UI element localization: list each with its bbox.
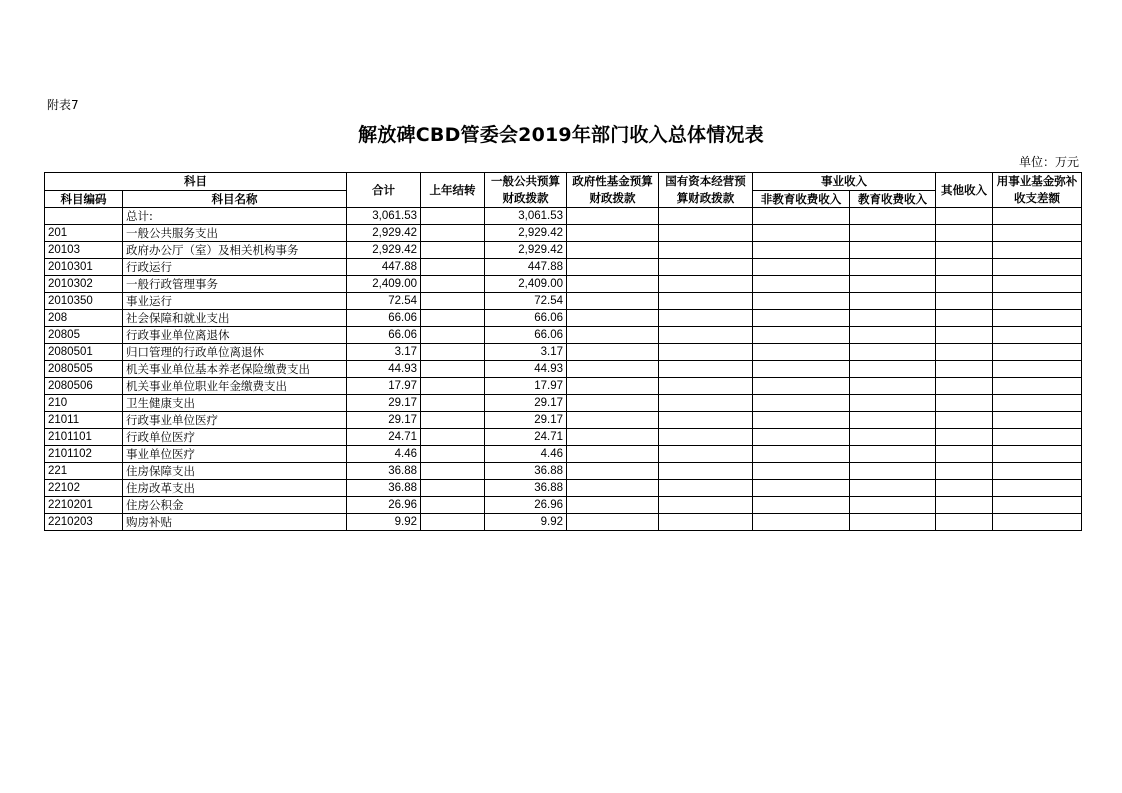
row-carryover <box>421 429 485 446</box>
row-edu-fee <box>850 480 936 497</box>
row-other-income <box>936 208 993 225</box>
table-row <box>45 225 1082 242</box>
row-carryover <box>421 242 485 259</box>
row-code: 2080505 <box>45 361 123 378</box>
row-name: 住房公积金 <box>123 497 347 514</box>
row-other-income <box>936 327 993 344</box>
income-table <box>44 172 1082 531</box>
row-general-budget: 44.93 <box>485 361 567 378</box>
row-code: 208 <box>45 310 123 327</box>
row-general-budget: 66.06 <box>485 310 567 327</box>
table-body <box>45 208 1082 531</box>
row-gov-fund <box>567 276 659 293</box>
row-general-budget: 36.88 <box>485 480 567 497</box>
row-other-income <box>936 310 993 327</box>
row-general-budget: 447.88 <box>485 259 567 276</box>
table-row <box>45 429 1082 446</box>
row-edu-fee <box>850 446 936 463</box>
row-code: 22102 <box>45 480 123 497</box>
row-fund-supplement <box>993 310 1082 327</box>
row-carryover <box>421 378 485 395</box>
row-total: 9.92 <box>347 514 421 531</box>
row-non-edu-fee <box>753 395 850 412</box>
row-non-edu-fee <box>753 293 850 310</box>
row-edu-fee <box>850 429 936 446</box>
row-non-edu-fee <box>753 378 850 395</box>
row-name: 机关事业单位基本养老保险缴费支出 <box>123 361 347 378</box>
row-fund-supplement <box>993 429 1082 446</box>
row-total: 26.96 <box>347 497 421 514</box>
row-fund-supplement <box>993 514 1082 531</box>
row-carryover <box>421 514 485 531</box>
row-general-budget: 24.71 <box>485 429 567 446</box>
row-state-capital <box>659 361 753 378</box>
row-fund-supplement <box>993 327 1082 344</box>
row-fund-supplement <box>993 242 1082 259</box>
row-state-capital <box>659 276 753 293</box>
row-carryover <box>421 327 485 344</box>
row-state-capital <box>659 395 753 412</box>
header-gov-fund: 政府性基金预算财政拨款 <box>567 173 659 208</box>
row-name: 事业单位医疗 <box>123 446 347 463</box>
row-state-capital <box>659 293 753 310</box>
header-general-budget: 一般公共预算财政拨款 <box>485 173 567 208</box>
row-total: 29.17 <box>347 412 421 429</box>
row-total: 447.88 <box>347 259 421 276</box>
row-edu-fee <box>850 208 936 225</box>
row-carryover <box>421 361 485 378</box>
row-edu-fee <box>850 361 936 378</box>
row-fund-supplement <box>993 463 1082 480</box>
row-non-edu-fee <box>753 276 850 293</box>
table-row <box>45 293 1082 310</box>
row-carryover <box>421 446 485 463</box>
row-carryover <box>421 225 485 242</box>
row-code: 2010301 <box>45 259 123 276</box>
row-fund-supplement <box>993 395 1082 412</box>
row-other-income <box>936 497 993 514</box>
row-code: 20103 <box>45 242 123 259</box>
row-fund-supplement <box>993 446 1082 463</box>
unit-label: 单位：万元 <box>1018 155 1079 169</box>
row-carryover <box>421 497 485 514</box>
table-row <box>45 378 1082 395</box>
header-non-edu-fee: 非教育收费收入 <box>753 190 850 208</box>
row-state-capital <box>659 310 753 327</box>
row-gov-fund <box>567 361 659 378</box>
row-non-edu-fee <box>753 446 850 463</box>
row-edu-fee <box>850 463 936 480</box>
row-other-income <box>936 378 993 395</box>
row-state-capital <box>659 497 753 514</box>
row-total: 17.97 <box>347 378 421 395</box>
row-edu-fee <box>850 395 936 412</box>
row-name: 归口管理的行政单位离退休 <box>123 344 347 361</box>
row-code: 2101102 <box>45 446 123 463</box>
row-carryover <box>421 344 485 361</box>
row-other-income <box>936 242 993 259</box>
row-name: 住房保障支出 <box>123 463 347 480</box>
row-code <box>45 208 123 225</box>
row-fund-supplement <box>993 259 1082 276</box>
header-business-income: 事业收入 <box>753 173 936 191</box>
row-code: 21011 <box>45 412 123 429</box>
row-other-income <box>936 412 993 429</box>
row-edu-fee <box>850 327 936 344</box>
row-gov-fund <box>567 480 659 497</box>
row-non-edu-fee <box>753 242 850 259</box>
row-general-budget: 17.97 <box>485 378 567 395</box>
row-edu-fee <box>850 497 936 514</box>
row-non-edu-fee <box>753 412 850 429</box>
row-state-capital <box>659 259 753 276</box>
row-name: 行政事业单位离退休 <box>123 327 347 344</box>
table-row <box>45 327 1082 344</box>
row-general-budget: 9.92 <box>485 514 567 531</box>
table-row <box>45 480 1082 497</box>
row-edu-fee <box>850 259 936 276</box>
row-state-capital <box>659 429 753 446</box>
page-title: 解放碑CBD管委会2019年部门收入总体情况表 <box>358 124 764 146</box>
table-row <box>45 344 1082 361</box>
row-fund-supplement <box>993 293 1082 310</box>
row-code: 201 <box>45 225 123 242</box>
table-row <box>45 497 1082 514</box>
row-general-budget: 4.46 <box>485 446 567 463</box>
row-state-capital <box>659 242 753 259</box>
row-fund-supplement <box>993 378 1082 395</box>
row-gov-fund <box>567 429 659 446</box>
row-name: 一般行政管理事务 <box>123 276 347 293</box>
row-general-budget: 66.06 <box>485 327 567 344</box>
row-state-capital <box>659 514 753 531</box>
row-edu-fee <box>850 242 936 259</box>
table-row <box>45 395 1082 412</box>
row-total: 36.88 <box>347 480 421 497</box>
row-gov-fund <box>567 497 659 514</box>
row-non-edu-fee <box>753 497 850 514</box>
header-total: 合计 <box>347 173 421 208</box>
row-carryover <box>421 259 485 276</box>
row-state-capital <box>659 463 753 480</box>
row-total: 66.06 <box>347 310 421 327</box>
row-non-edu-fee <box>753 480 850 497</box>
row-name: 行政单位医疗 <box>123 429 347 446</box>
row-non-edu-fee <box>753 327 850 344</box>
row-fund-supplement <box>993 344 1082 361</box>
row-other-income <box>936 463 993 480</box>
row-carryover <box>421 310 485 327</box>
row-carryover <box>421 276 485 293</box>
row-name: 卫生健康支出 <box>123 395 347 412</box>
row-name: 行政事业单位医疗 <box>123 412 347 429</box>
row-carryover <box>421 395 485 412</box>
row-state-capital <box>659 412 753 429</box>
row-non-edu-fee <box>753 361 850 378</box>
row-gov-fund <box>567 242 659 259</box>
row-gov-fund <box>567 446 659 463</box>
row-total: 29.17 <box>347 395 421 412</box>
row-fund-supplement <box>993 412 1082 429</box>
table-row <box>45 259 1082 276</box>
row-name: 购房补贴 <box>123 514 347 531</box>
row-total: 2,929.42 <box>347 242 421 259</box>
row-other-income <box>936 225 993 242</box>
row-name: 社会保障和就业支出 <box>123 310 347 327</box>
table-row <box>45 361 1082 378</box>
row-state-capital <box>659 480 753 497</box>
row-other-income <box>936 259 993 276</box>
row-general-budget: 2,929.42 <box>485 242 567 259</box>
row-name: 政府办公厅（室）及相关机构事务 <box>123 242 347 259</box>
row-other-income <box>936 446 993 463</box>
row-general-budget: 2,929.42 <box>485 225 567 242</box>
row-gov-fund <box>567 463 659 480</box>
header-fund-supplement: 用事业基金弥补收支差额 <box>993 173 1082 208</box>
row-code: 2101101 <box>45 429 123 446</box>
table-row <box>45 242 1082 259</box>
row-total: 66.06 <box>347 327 421 344</box>
row-edu-fee <box>850 293 936 310</box>
row-state-capital <box>659 225 753 242</box>
header-name: 科目名称 <box>123 190 347 208</box>
row-non-edu-fee <box>753 259 850 276</box>
row-total: 36.88 <box>347 463 421 480</box>
row-carryover <box>421 208 485 225</box>
row-non-edu-fee <box>753 310 850 327</box>
row-non-edu-fee <box>753 208 850 225</box>
table-row <box>45 514 1082 531</box>
row-total: 72.54 <box>347 293 421 310</box>
row-code: 2210203 <box>45 514 123 531</box>
row-total: 3.17 <box>347 344 421 361</box>
row-other-income <box>936 514 993 531</box>
row-general-budget: 3,061.53 <box>485 208 567 225</box>
row-other-income <box>936 361 993 378</box>
table-row <box>45 412 1082 429</box>
row-code: 2080501 <box>45 344 123 361</box>
row-code: 210 <box>45 395 123 412</box>
row-gov-fund <box>567 378 659 395</box>
row-gov-fund <box>567 225 659 242</box>
row-general-budget: 36.88 <box>485 463 567 480</box>
row-gov-fund <box>567 395 659 412</box>
row-other-income <box>936 344 993 361</box>
table-row <box>45 276 1082 293</box>
row-total: 24.71 <box>347 429 421 446</box>
table-row <box>45 463 1082 480</box>
row-fund-supplement <box>993 225 1082 242</box>
row-edu-fee <box>850 225 936 242</box>
row-carryover <box>421 480 485 497</box>
row-non-edu-fee <box>753 225 850 242</box>
row-general-budget: 2,409.00 <box>485 276 567 293</box>
row-gov-fund <box>567 259 659 276</box>
row-fund-supplement <box>993 276 1082 293</box>
row-edu-fee <box>850 378 936 395</box>
row-edu-fee <box>850 310 936 327</box>
row-fund-supplement <box>993 497 1082 514</box>
row-non-edu-fee <box>753 429 850 446</box>
row-total: 44.93 <box>347 361 421 378</box>
row-code: 2010302 <box>45 276 123 293</box>
annex-label: 附表7 <box>47 98 79 112</box>
row-general-budget: 26.96 <box>485 497 567 514</box>
row-general-budget: 3.17 <box>485 344 567 361</box>
table-row <box>45 208 1082 225</box>
row-code: 221 <box>45 463 123 480</box>
row-name: 住房改革支出 <box>123 480 347 497</box>
row-other-income <box>936 395 993 412</box>
row-gov-fund <box>567 327 659 344</box>
row-code: 2080506 <box>45 378 123 395</box>
row-edu-fee <box>850 412 936 429</box>
table-row <box>45 310 1082 327</box>
row-gov-fund <box>567 412 659 429</box>
row-state-capital <box>659 344 753 361</box>
row-fund-supplement <box>993 480 1082 497</box>
row-general-budget: 29.17 <box>485 395 567 412</box>
row-fund-supplement <box>993 208 1082 225</box>
row-state-capital <box>659 446 753 463</box>
row-name: 一般公共服务支出 <box>123 225 347 242</box>
header-state-capital: 国有资本经营预算财政拨款 <box>659 173 753 208</box>
row-code: 2010350 <box>45 293 123 310</box>
row-gov-fund <box>567 310 659 327</box>
row-gov-fund <box>567 514 659 531</box>
row-name: 机关事业单位职业年金缴费支出 <box>123 378 347 395</box>
row-edu-fee <box>850 344 936 361</box>
row-total: 3,061.53 <box>347 208 421 225</box>
row-state-capital <box>659 378 753 395</box>
row-gov-fund <box>567 293 659 310</box>
row-other-income <box>936 276 993 293</box>
row-carryover <box>421 463 485 480</box>
row-edu-fee <box>850 276 936 293</box>
row-state-capital <box>659 327 753 344</box>
row-carryover <box>421 293 485 310</box>
row-other-income <box>936 429 993 446</box>
row-total: 2,409.00 <box>347 276 421 293</box>
row-code: 20805 <box>45 327 123 344</box>
row-gov-fund <box>567 344 659 361</box>
row-code: 2210201 <box>45 497 123 514</box>
row-gov-fund <box>567 208 659 225</box>
header-subject: 科目 <box>45 173 347 191</box>
row-non-edu-fee <box>753 463 850 480</box>
row-other-income <box>936 480 993 497</box>
row-non-edu-fee <box>753 344 850 361</box>
row-general-budget: 72.54 <box>485 293 567 310</box>
row-name: 行政运行 <box>123 259 347 276</box>
row-general-budget: 29.17 <box>485 412 567 429</box>
row-other-income <box>936 293 993 310</box>
row-total: 2,929.42 <box>347 225 421 242</box>
row-name: 事业运行 <box>123 293 347 310</box>
row-carryover <box>421 412 485 429</box>
header-edu-fee: 教育收费收入 <box>850 190 936 208</box>
header-carryover: 上年结转 <box>421 173 485 208</box>
table-row <box>45 446 1082 463</box>
row-fund-supplement <box>993 361 1082 378</box>
header-code: 科目编码 <box>45 190 123 208</box>
row-edu-fee <box>850 514 936 531</box>
row-state-capital <box>659 208 753 225</box>
row-non-edu-fee <box>753 514 850 531</box>
row-name: 总计: <box>123 208 347 225</box>
row-total: 4.46 <box>347 446 421 463</box>
header-other-income: 其他收入 <box>936 173 993 208</box>
